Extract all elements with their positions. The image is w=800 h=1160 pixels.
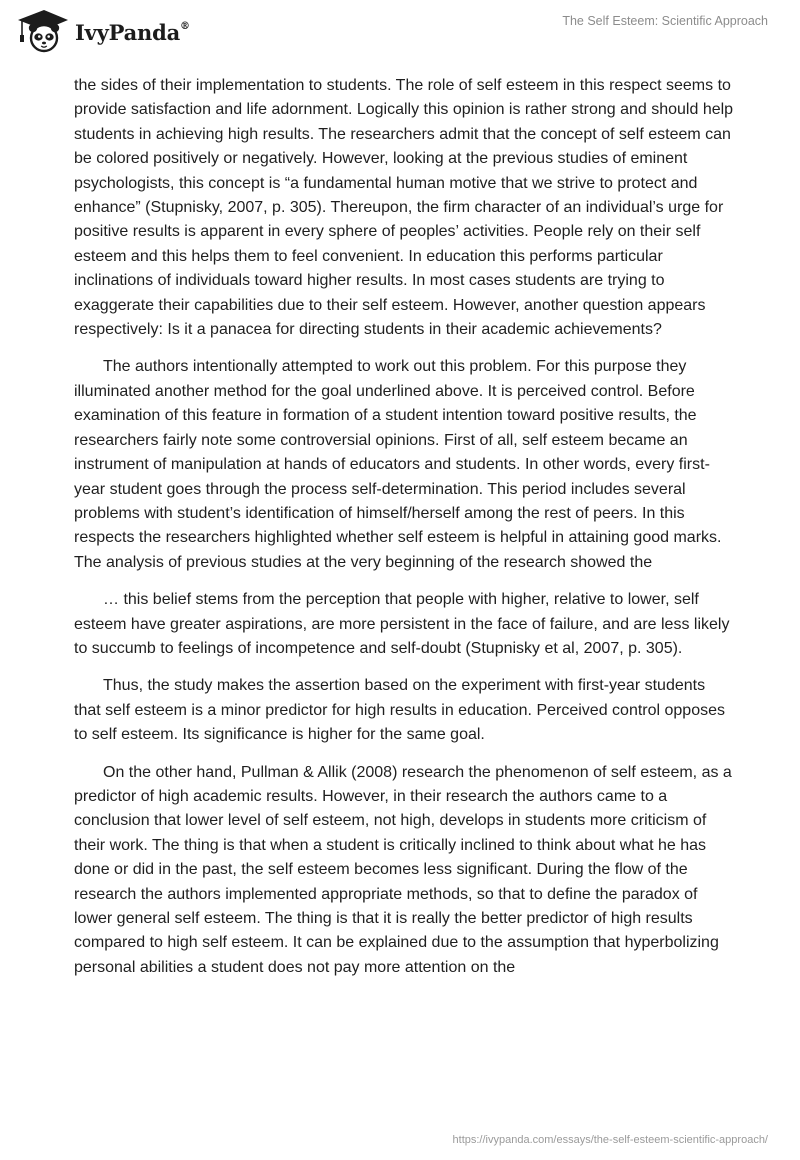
paragraph: On the other hand, Pullman & Allik (2008) research the phenomenon of self esteem, as a predictor of high academic results. However, in their research the authors came to a conclusion that lower level of self esteem, not high, develops in students more criticism of their work. The thing is that when a student is critically inclined to think about what he has done or did in the past, the self esteem becomes less significant. During the flow of the research the authors implemented appropriate methods, so that to define the paradox of lower general self esteem. The thing is that it is really the better predictor of high results compared to high self esteem. It can be explained due to the assumption that hyperbolizing personal abilities a student does not pay more attention on the [74,763,732,976]
ivypanda-logo[interactable] [14,6,190,56]
panda-graduate-icon [14,6,70,56]
document-title: The Self Esteem: Scientific Approach [562,14,768,28]
source-url[interactable]: https://ivypanda.com/essays/the-self-esteem-scientific-approach/ [452,1134,768,1146]
brand-name: IvyPanda® [75,19,190,45]
paragraph: The authors intentionally attempted to work out this problem. For this purpose they illuminated another method for the goal underlined above. It is perceived control. Before examination of this feature in formation of a student intention toward positive results, the researchers fairly note some controversial opinions. First of all, self esteem became an instrument of manipulation at hands of educators and students. In other words, every first-year student goes through the process self-determination. This period includes several problems with student’s identification of himself/herself among the rest of peers. In this respects the researchers highlighted whether self esteem is helpful in attaining good marks. The analysis of previous studies at the very beginning of the research showed the [74,358,722,571]
page-header [0,0,800,70]
essay-body [74,74,734,993]
paragraph: the sides of their implementation to students. The role of self esteem in this respect seems to provide satisfaction and life adornment. Logically this opinion is rather strong and should help students in achieving high results. The researchers admit that the concept of self esteem can be colored positively or negatively. However, looking at the previous studies of eminent psychologists, this concept is “a fundamental human motive that we strive to protect and enhance” (Stupnisky, 2007, p. 305). Thereupon, the firm character of an individual’s urge for positive results is apparent in every sphere of peoples’ activities. People rely on their self esteem and this helps them to feel convenient. In education this performs particular inclinations of individuals toward higher results. In most cases students are trying to exaggerate their capabilities due to their self esteem. However, another question appears respectively: Is it a panacea for directing students in their academic achievements? [74,77,734,339]
block-quote: … this belief stems from the perception that people with higher, relative to lower, self esteem have greater aspirations, are more persistent in the face of failure, and are less likely to succumb to feelings of incompetence and self-doubt (Stupnisky et al, 2007, p. 305). [74,591,730,657]
paragraph: Thus, the study makes the assertion based on the experiment with first-year students that self esteem is a minor predictor for high results in education. Perceived control opposes to self esteem. Its significance is higher for the same goal. [74,677,725,744]
